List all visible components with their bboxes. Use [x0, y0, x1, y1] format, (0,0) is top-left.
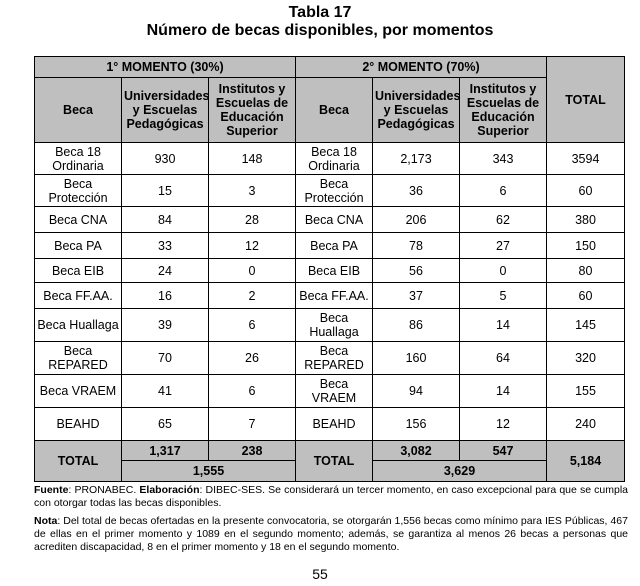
- nota-text: : Del total de becas ofertadas en la presente convocatoria, se otorgarán 1,556 becas como mínimo para IES Públicas, 467 de ellas en el primer momento y 1089 en el segundo momento; además, se garantiza al menos 26 becas a personas que acrediten discapacidad, 8 en el primer momento y 18 en el segundo momento.: [34, 515, 628, 553]
- row-total: 60: [547, 175, 625, 207]
- beca-name: Beca VRAEM: [296, 375, 373, 408]
- row-total: 150: [547, 233, 625, 259]
- beca-name: Beca CNA: [296, 207, 373, 233]
- cell-value: 94: [373, 375, 460, 408]
- moment-2-header: 2° MOMENTO (70%): [296, 57, 547, 78]
- cell-value: 56: [373, 259, 460, 283]
- cell-value: 39: [122, 309, 209, 342]
- cell-value: 86: [373, 309, 460, 342]
- grand-total: 5,184: [547, 441, 625, 482]
- cell-value: 148: [209, 143, 296, 175]
- elaboracion-label: Elaboración: [139, 484, 200, 496]
- cell-value: 24: [122, 259, 209, 283]
- beca-header: Beca: [296, 78, 373, 143]
- cell-value: 36: [373, 175, 460, 207]
- page-number: 55: [312, 566, 328, 582]
- cell-value: 70: [122, 342, 209, 375]
- beca-name: Beca EIB: [296, 259, 373, 283]
- table-subtitle: Número de becas disponibles, por momentos: [146, 22, 494, 39]
- moment-1-header: 1° MOMENTO (30%): [35, 57, 296, 78]
- cell-value: 16: [122, 283, 209, 309]
- cell-value: 14: [460, 309, 547, 342]
- table-row: [35, 375, 625, 408]
- total-row: [35, 441, 625, 461]
- row-total: 3594: [547, 143, 625, 175]
- cell-value: 343: [460, 143, 547, 175]
- cell-value: 6: [209, 309, 296, 342]
- cell-value: 12: [209, 233, 296, 259]
- beca-name: Beca Huallaga: [296, 309, 373, 342]
- table-row: [35, 283, 625, 309]
- row-total: 380: [547, 207, 625, 233]
- beca-name: Beca EIB: [35, 259, 122, 283]
- beca-name: BEAHD: [296, 408, 373, 441]
- table-notes: [34, 484, 628, 559]
- table-row: [35, 207, 625, 233]
- beca-name: Beca Protección: [35, 175, 122, 207]
- table-title: Tabla 17: [288, 4, 352, 21]
- cell-value: 0: [460, 259, 547, 283]
- cell-value: 14: [460, 375, 547, 408]
- cell-value: 156: [373, 408, 460, 441]
- universidades-header: Universidades y Escuelas Pedagógicas: [373, 78, 460, 143]
- beca-name: Beca PA: [296, 233, 373, 259]
- total-label: TOTAL: [35, 441, 122, 482]
- beca-name: Beca CNA: [35, 207, 122, 233]
- total-m1-universidades: 1,317: [122, 441, 209, 461]
- row-total: 80: [547, 259, 625, 283]
- institutos-header: Institutos y Escuelas de Educación Superior: [209, 78, 296, 143]
- cell-value: 6: [460, 175, 547, 207]
- becas-table: [34, 56, 625, 482]
- total-m2-institutos: 547: [460, 441, 547, 461]
- cell-value: 41: [122, 375, 209, 408]
- row-total: 320: [547, 342, 625, 375]
- cell-value: 33: [122, 233, 209, 259]
- universidades-header: Universidades y Escuelas Pedagógicas: [122, 78, 209, 143]
- total-label: TOTAL: [296, 441, 373, 482]
- row-total: 60: [547, 283, 625, 309]
- nota: [34, 515, 628, 554]
- cell-value: 26: [209, 342, 296, 375]
- table-row: [35, 175, 625, 207]
- elaboracion-text: : DIBEC-SES. Se considerará un tercer momento, en caso excepcional para que se cumpla con otorgar todas las becas disponibles.: [34, 484, 628, 509]
- beca-name: Beca PA: [35, 233, 122, 259]
- beca-name: Beca FF.AA.: [296, 283, 373, 309]
- table-row: [35, 259, 625, 283]
- table-row: [35, 233, 625, 259]
- cell-value: 7: [209, 408, 296, 441]
- cell-value: 15: [122, 175, 209, 207]
- cell-value: 37: [373, 283, 460, 309]
- cell-value: 930: [122, 143, 209, 175]
- row-total: 145: [547, 309, 625, 342]
- source-note: [34, 484, 628, 510]
- cell-value: 62: [460, 207, 547, 233]
- institutos-header: Institutos y Escuelas de Educación Superior: [460, 78, 547, 143]
- cell-value: 64: [460, 342, 547, 375]
- total-m1-sum: 1,555: [122, 461, 296, 482]
- cell-value: 0: [209, 259, 296, 283]
- beca-name: BEAHD: [35, 408, 122, 441]
- beca-name: Beca Protección: [296, 175, 373, 207]
- beca-name: Beca REPARED: [35, 342, 122, 375]
- total-m2-sum: 3,629: [373, 461, 547, 482]
- beca-name: Beca 18 Ordinaria: [35, 143, 122, 175]
- table-row: [35, 309, 625, 342]
- cell-value: 84: [122, 207, 209, 233]
- row-total: 155: [547, 375, 625, 408]
- fuente-text: : PRONABEC.: [68, 484, 140, 496]
- row-total: 240: [547, 408, 625, 441]
- fuente-label: Fuente: [34, 484, 69, 496]
- table-row: [35, 143, 625, 175]
- cell-value: 6: [209, 375, 296, 408]
- cell-value: 27: [460, 233, 547, 259]
- beca-name: Beca 18 Ordinaria: [296, 143, 373, 175]
- total-m2-universidades: 3,082: [373, 441, 460, 461]
- cell-value: 2,173: [373, 143, 460, 175]
- cell-value: 65: [122, 408, 209, 441]
- cell-value: 12: [460, 408, 547, 441]
- cell-value: 28: [209, 207, 296, 233]
- table-row: [35, 408, 625, 441]
- nota-label: Nota: [34, 515, 58, 527]
- beca-name: Beca REPARED: [296, 342, 373, 375]
- cell-value: 2: [209, 283, 296, 309]
- cell-value: 78: [373, 233, 460, 259]
- total-header: TOTAL: [547, 57, 625, 143]
- cell-value: 3: [209, 175, 296, 207]
- beca-header: Beca: [35, 78, 122, 143]
- cell-value: 5: [460, 283, 547, 309]
- beca-name: Beca Huallaga: [35, 309, 122, 342]
- cell-value: 206: [373, 207, 460, 233]
- total-m1-institutos: 238: [209, 441, 296, 461]
- beca-name: Beca VRAEM: [35, 375, 122, 408]
- beca-name: Beca FF.AA.: [35, 283, 122, 309]
- table-row: [35, 342, 625, 375]
- cell-value: 160: [373, 342, 460, 375]
